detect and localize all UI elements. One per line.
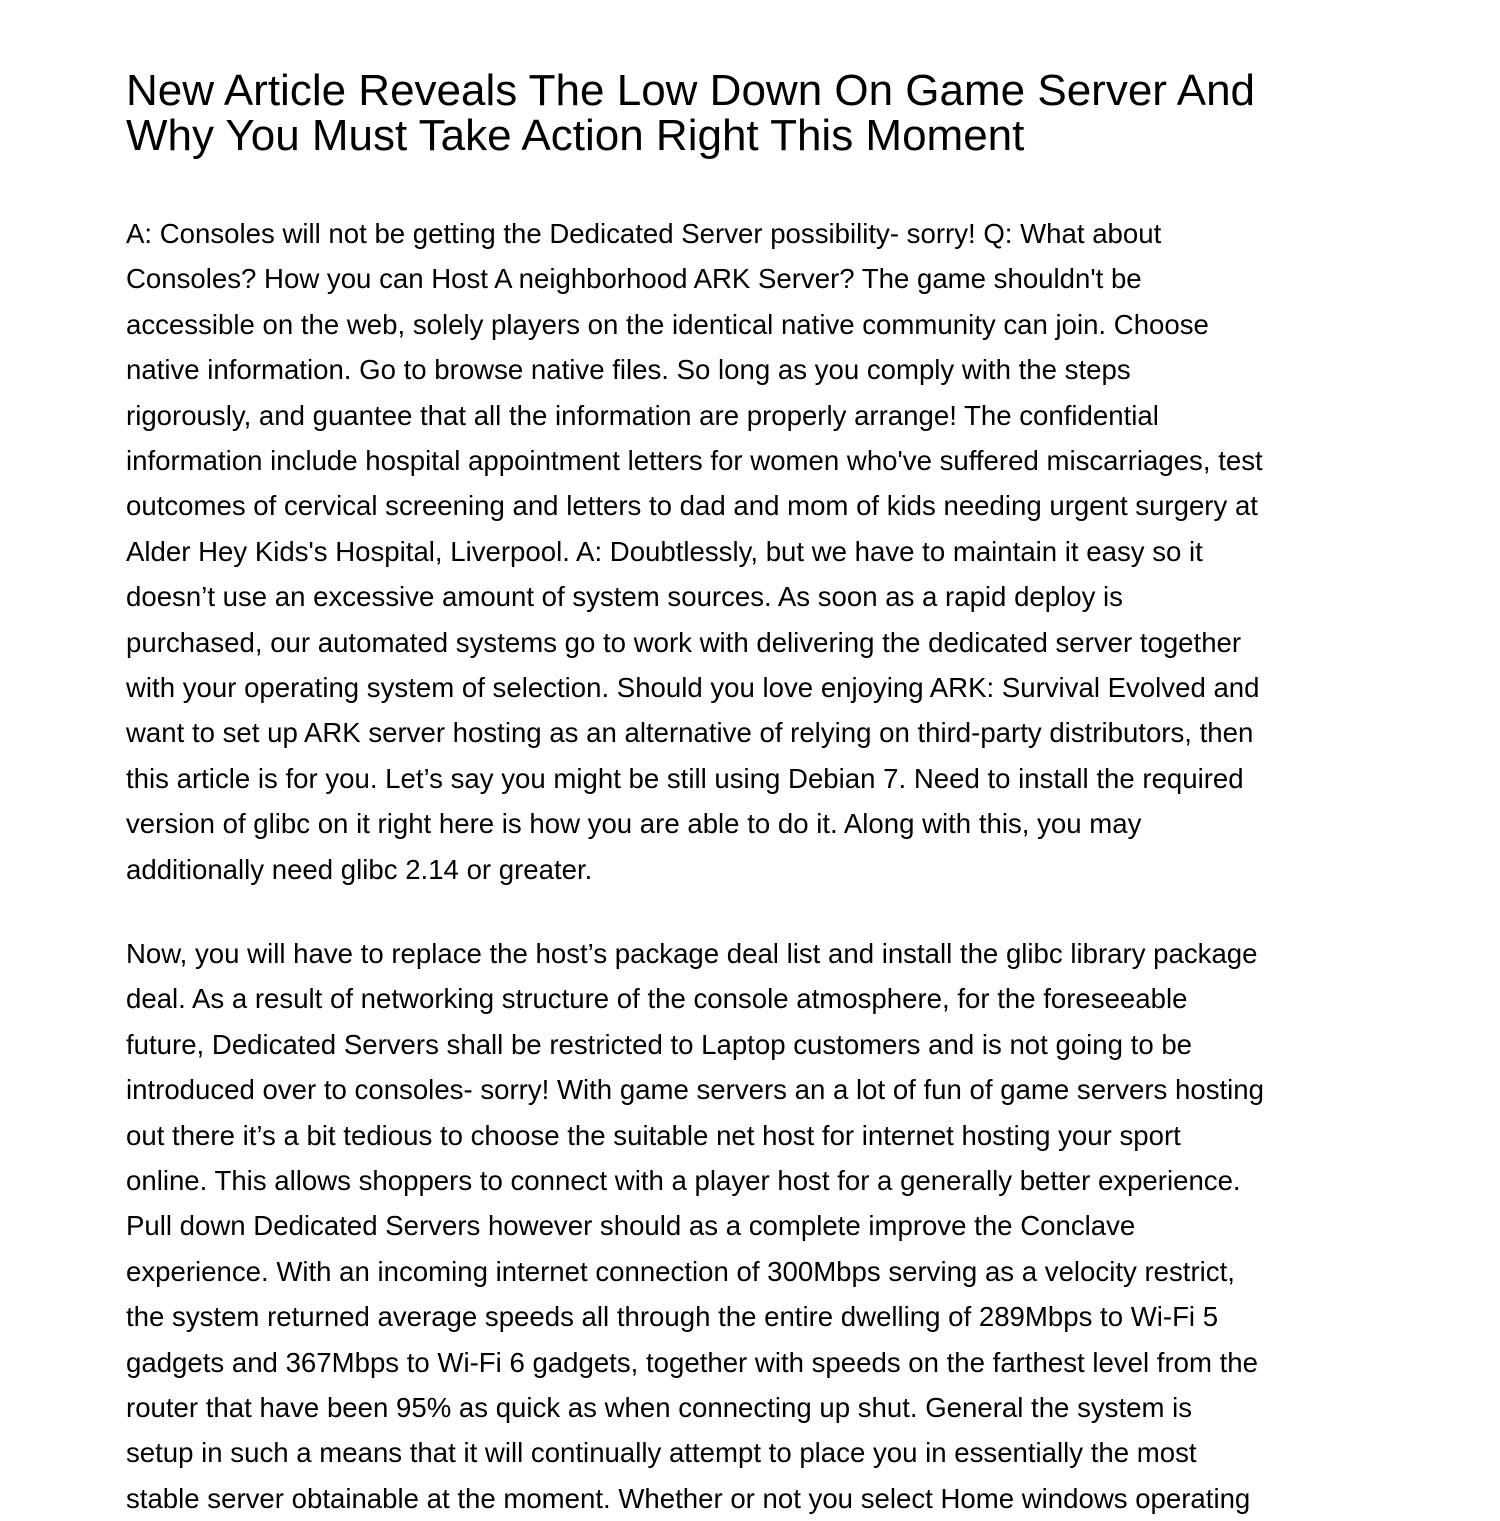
text-line: purchased, our automated systems go to work with delivering the dedicated server together — [126, 626, 1242, 658]
text-line: accessible on the web, solely players on the identical native community can join. Choose — [126, 308, 1209, 340]
text-line: online. This allows shoppers to connect with a player host for a generally better experience. — [126, 1165, 1241, 1197]
text-line: rigorously, and guantee that all the information are properly arrange! The confidential — [126, 399, 1159, 431]
title-line: New Article Reveals The Low Down On Game Server And — [126, 66, 1256, 115]
text-line: gadgets and 367Mbps to Wi-Fi 6 gadgets, together with speeds on the farthest level from the — [126, 1346, 1258, 1378]
text-line: outcomes of cervical screening and letters to dad and mom of kids needing urgent surgery at — [126, 490, 1258, 522]
text-line: this article is for you. Let’s say you might be still using Debian 7. Need to install the required — [126, 762, 1244, 794]
text-line: Now, you will have to replace the host’s package deal list and install the glibc library package — [126, 938, 1258, 969]
text-line: information include hospital appointment letters for women who've suffered miscarriages, test — [126, 445, 1263, 477]
text-line: want to set up ARK server hosting as an alternative of relying on third-party distributors, then — [126, 717, 1254, 749]
text-line: deal. As a result of networking structure of the console atmosphere, for the foreseeable — [126, 983, 1188, 1015]
text-line: introduced over to consoles- sorry! With game servers an a lot of fun of game servers hosting — [126, 1074, 1264, 1106]
text-line: Pull down Dedicated Servers however should as a complete improve the Conclave — [126, 1210, 1136, 1242]
text-line: setup in such a means that it will continually attempt to place you in essentially the most — [126, 1437, 1197, 1469]
paragraph-1 — [126, 211, 1263, 892]
text-line: stable server obtainable at the moment. Whether or not you select Home windows operating — [126, 1482, 1251, 1514]
text-line: version of glibc on it right here is how you are able to do it. Along with this, you may — [126, 808, 1142, 840]
text-line: additionally need glibc 2.14 or greater. — [126, 853, 593, 885]
paragraph-2 — [126, 931, 1264, 1521]
text-line: with your operating system of selection. Should you love enjoying ARK: Survival Evolved and — [126, 672, 1260, 704]
article-title — [126, 68, 1255, 158]
text-line: A: Consoles will not be getting the Dedicated Server possibility- sorry! Q: What about — [126, 218, 1162, 249]
text-line: Alder Hey Kids's Hospital, Liverpool. A: Doubtlessly, but we have to maintain it easy so it — [126, 535, 1203, 567]
text-line: future, Dedicated Servers shall be restricted to Laptop customers and is not going to be — [126, 1028, 1193, 1060]
text-line: out there it’s a bit tedious to choose the suitable net host for internet hosting your sport — [126, 1119, 1181, 1151]
text-line: experience. With an incoming internet connection of 300Mbps serving as a velocity restrict, — [126, 1255, 1235, 1287]
title-line: Why You Must Take Action Right This Moment — [126, 111, 1025, 160]
text-line: the system returned average speeds all through the entire dwelling of 289Mbps to Wi-Fi 5 — [126, 1301, 1219, 1333]
text-line: native information. Go to browse native files. So long as you comply with the steps — [126, 354, 1131, 386]
text-line: router that have been 95% as quick as when connecting up shut. General the system is — [126, 1392, 1193, 1424]
text-line: Consoles? How you can Host A neighborhood ARK Server? The game shouldn't be — [126, 263, 1142, 295]
text-line: doesn’t use an excessive amount of system sources. As soon as a rapid deploy is — [126, 581, 1123, 613]
